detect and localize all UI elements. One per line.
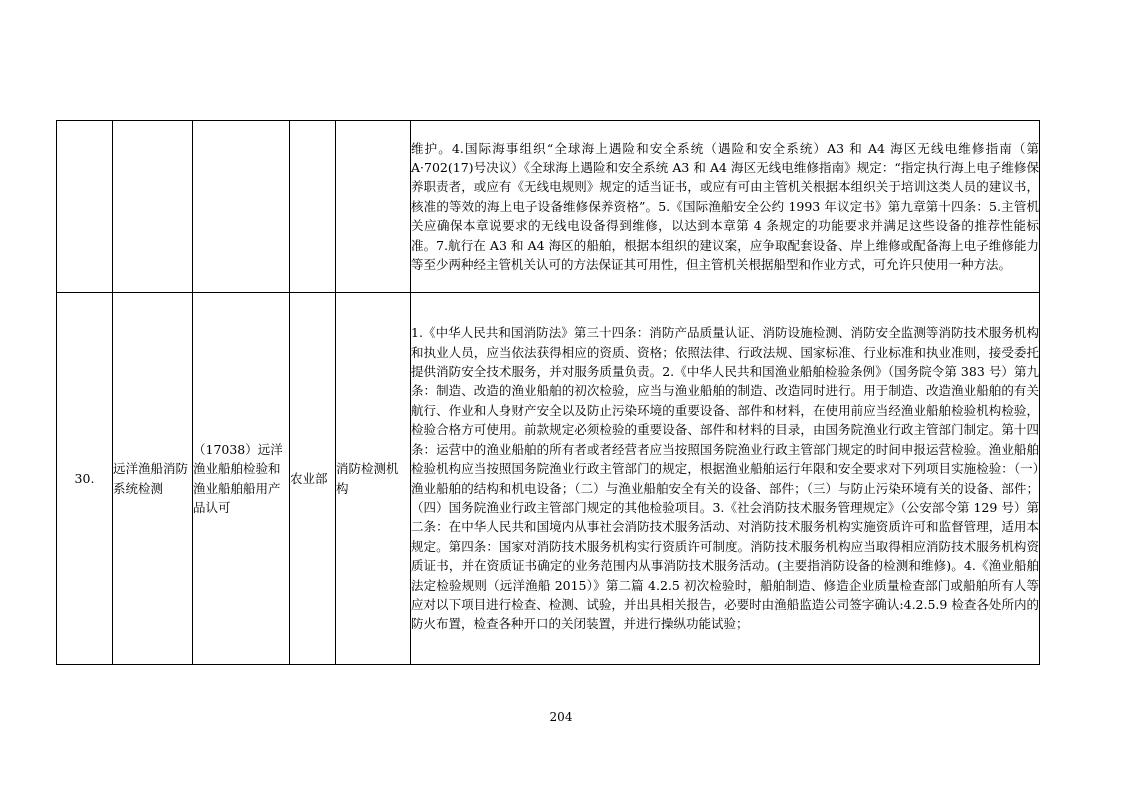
- agency-cell: [336, 121, 411, 293]
- page-number: 204: [549, 710, 573, 724]
- row-number-cell: 30.: [57, 293, 113, 665]
- department-cell: [290, 121, 336, 293]
- agency-cell: 消防检测机构: [336, 293, 411, 665]
- legal-basis-cell: 1.《中华人民共和国消防法》第三十四条：消防产品质量认证、消防设施检测、消防安全监测等消防技术服务机构和执业人员，应当依法获得相应的资质、资格；依照法律、行政法规、国家标准、行业标准和执业准则，接受委托提供消防安全技术服务，并对服务质量负责。2.《中华人民共和国渔业船舶检验条例》（国务院令第 383 号）第九条：制造、改造的渔业船舶的初次检验，应当与渔业船舶的制造、改造同时进行。用于制造、改造渔业船舶的有关航行、作业和人身财产安全以及防止污染环境的重要设备、部件和材料，在使用前应当经渔业船舶检验机构检验，检验合格方可使用。前款规定必须检验的重要设备、部件和材料的目录，由国务院渔业行政主管部门制定。第十四条：运营中的渔业船舶的所有者或者经营者应当按照国务院渔业行政主管部门规定的时间申报运营检验。渔业船舶检验机构应当按照国务院渔业行政主管部门的规定，根据渔业船舶运行年限和安全要求对下列项目实施检验：（一）渔业船舶的结构和机电设备；（二）与渔业船舶安全有关的设备、部件；（三）与防止污染环境有关的设备、部件；（四）国务院渔业行政主管部门规定的其他检验项目。3.《社会消防技术服务管理规定》（公安部令第 129 号）第二条：在中华人民共和国境内从事社会消防技术服务活动、对消防技术服务机构实施资质许可和监督管理，适用本规定。第四条：国家对消防技术服务机构实行资质许可制度。消防技术服务机构应当取得相应消防技术服务机构资质证书，并在资质证书确定的业务范围内从事消防技术服务活动。(主要指消防设备的检测和维修)。4.《渔业船舶法定检验规则（远洋渔船 2015）》第二篇 4.2.5 初次检验时，船舶制造、修造企业质量检查部门或船舶所有人等应对以下项目进行检查、检测、试验，并出具相关报告，必要时由渔船监造公司签字确认:4.2.5.9 检查各处所内的防火布置，检查各种开口的关闭装置，并进行操纵功能试验；: [411, 293, 1040, 665]
- item-cell: [113, 121, 193, 293]
- table-row: [57, 293, 1040, 665]
- item-cell: 远洋渔船消防系统检测: [113, 293, 193, 665]
- legal-basis-cell: 维护。4.国际海事组织“全球海上遇险和安全系统（遇险和安全系统）A3 和 A4 海区无线电维修指南（第 A·702(17)号决议）《全球海上遇险和安全系统 A3 和 A4 海区无线电维修指南》规定：“指定执行海上电子维修保养职责者，或应有《无线电规则》规定的适当证书，或应有可由主管机关根据本组织关于培训这类人员的建议书，核准的等效的海上电子设备维修保养资格”。5.《国际渔船安全公约 1993 年议定书》第九章第十四条：5.主管机关应确保本章说要求的无线电设备得到维修，以达到本章第 4 条规定的功能要求并满足这些设备的推荐性能标准。7.航行在 A3 和 A4 海区的船舶，根据本组织的建议案，应争取配套设备、岸上维修或配备海上电子维修能力等至少两种经主管机关认可的方法保证其可用性，但主管机关根据船型和作业方式，可允许只使用一种方法。: [411, 121, 1040, 293]
- license-cell: [193, 121, 290, 293]
- row-number-cell: [57, 121, 113, 293]
- table-row: [57, 121, 1040, 293]
- department-cell: 农业部: [290, 293, 336, 665]
- license-cell: （17038）远洋渔业船舶检验和渔业船舶船用产品认可: [193, 293, 290, 665]
- license-table: [56, 120, 1040, 665]
